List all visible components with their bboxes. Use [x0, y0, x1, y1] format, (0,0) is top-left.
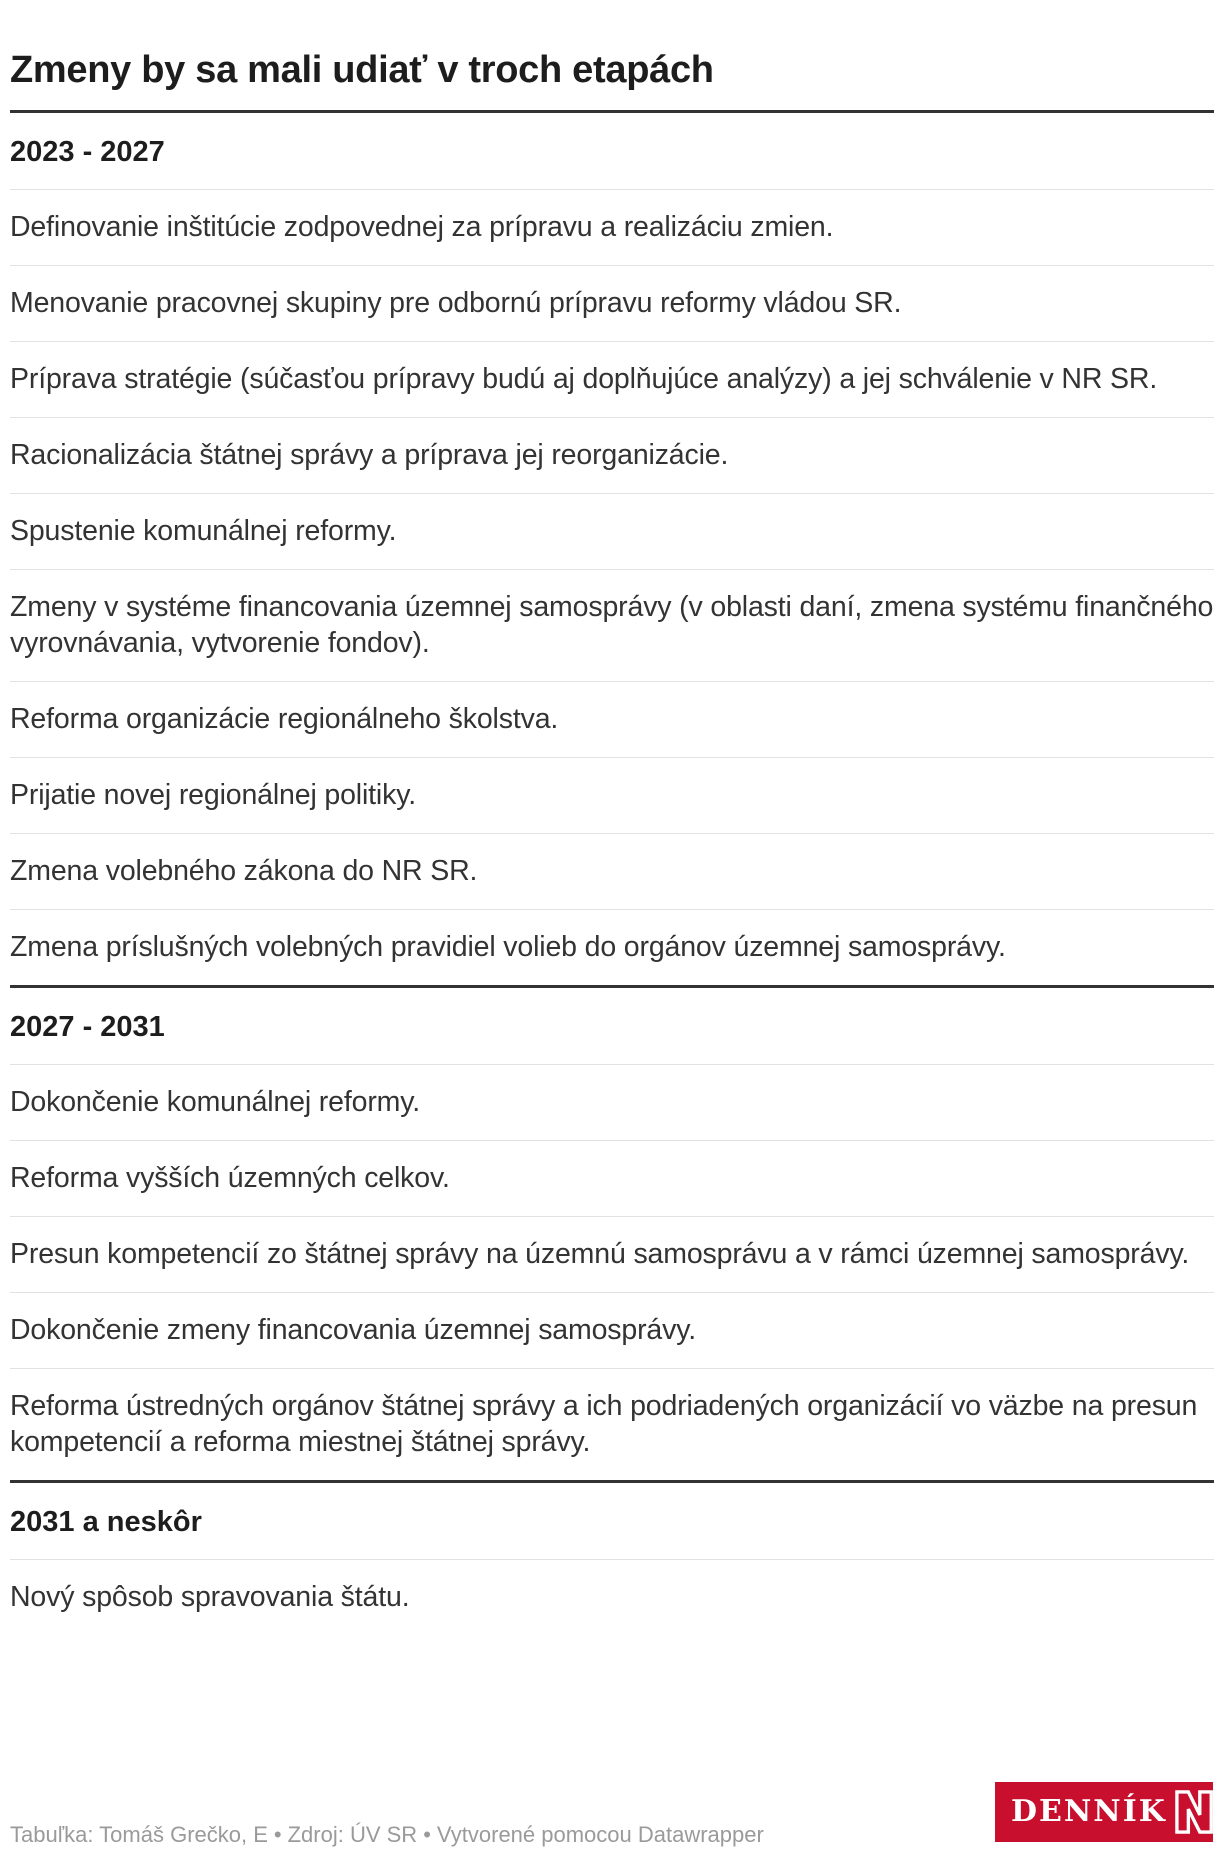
list-item: Dokončenie zmeny financovania územnej samosprávy. — [10, 1293, 1214, 1369]
datawrapper-link[interactable]: Vytvorené pomocou Datawrapper — [436, 1822, 764, 1847]
list-item: Presun kompetencií zo štátnej správy na územnú samosprávu a v rámci územnej samosprávy. — [10, 1217, 1214, 1293]
list-item: Prijatie novej regionálnej politiky. — [10, 758, 1214, 834]
footer-source: Zdroj: ÚV SR — [287, 1822, 418, 1847]
list-item: Dokončenie komunálnej reformy. — [10, 1065, 1214, 1141]
section-heading: 2027 - 2031 — [10, 988, 1214, 1065]
footer-separator: • — [273, 1822, 282, 1847]
list-item: Zmena volebného zákona do NR SR. — [10, 834, 1214, 910]
section-2023-2027 — [10, 113, 1214, 988]
dennik-n-logo-icon — [1175, 1789, 1213, 1835]
list-item: Spustenie komunálnej reformy. — [10, 494, 1214, 570]
section-heading: 2023 - 2027 — [10, 113, 1214, 190]
section-heading: 2031 a neskôr — [10, 1483, 1214, 1560]
section-2031-and-later — [10, 1483, 1214, 1635]
logo-text: DENNÍK — [1011, 1794, 1167, 1829]
footer-separator: • — [423, 1822, 431, 1847]
list-item: Menovanie pracovnej skupiny pre odbornú prípravu reformy vládou SR. — [10, 266, 1214, 342]
list-item: Reforma vyšších územných celkov. — [10, 1141, 1214, 1217]
list-item: Reforma ústredných orgánov štátnej správy a ich podriadených organizácií vo väzbe na presun kompetencií a reforma miestnej štátnej správy. — [10, 1390, 1198, 1458]
list-item: Zmena príslušných volebných pravidiel volieb do orgánov územnej samosprávy. — [10, 931, 1006, 963]
table-page — [10, 0, 1214, 1635]
list-item: Racionalizácia štátnej správy a príprava jej reorganizácie. — [10, 418, 1214, 494]
list-item: Zmeny v systéme financovania územnej samosprávy (v oblasti daní, zmena systému finančného vyrovnávania, vytvorenie fondov). — [10, 570, 1214, 682]
footer-author: Tabuľka: Tomáš Grečko, E — [10, 1822, 268, 1847]
section-2027-2031 — [10, 988, 1214, 1483]
page-title: Zmeny by sa mali udiať v troch etapách — [10, 49, 714, 91]
list-item: Príprava stratégie (súčasťou prípravy budú aj doplňujúce analýzy) a jej schválenie v NR SR. — [10, 342, 1214, 418]
list-item: Reforma organizácie regionálneho školstva. — [10, 682, 1214, 758]
dennik-n-logo[interactable] — [995, 1782, 1213, 1842]
footer-credits — [10, 1822, 764, 1848]
list-item: Nový spôsob spravovania štátu. — [10, 1581, 410, 1613]
list-item: Definovanie inštitúcie zodpovednej za prípravu a realizáciu zmien. — [10, 190, 1214, 266]
